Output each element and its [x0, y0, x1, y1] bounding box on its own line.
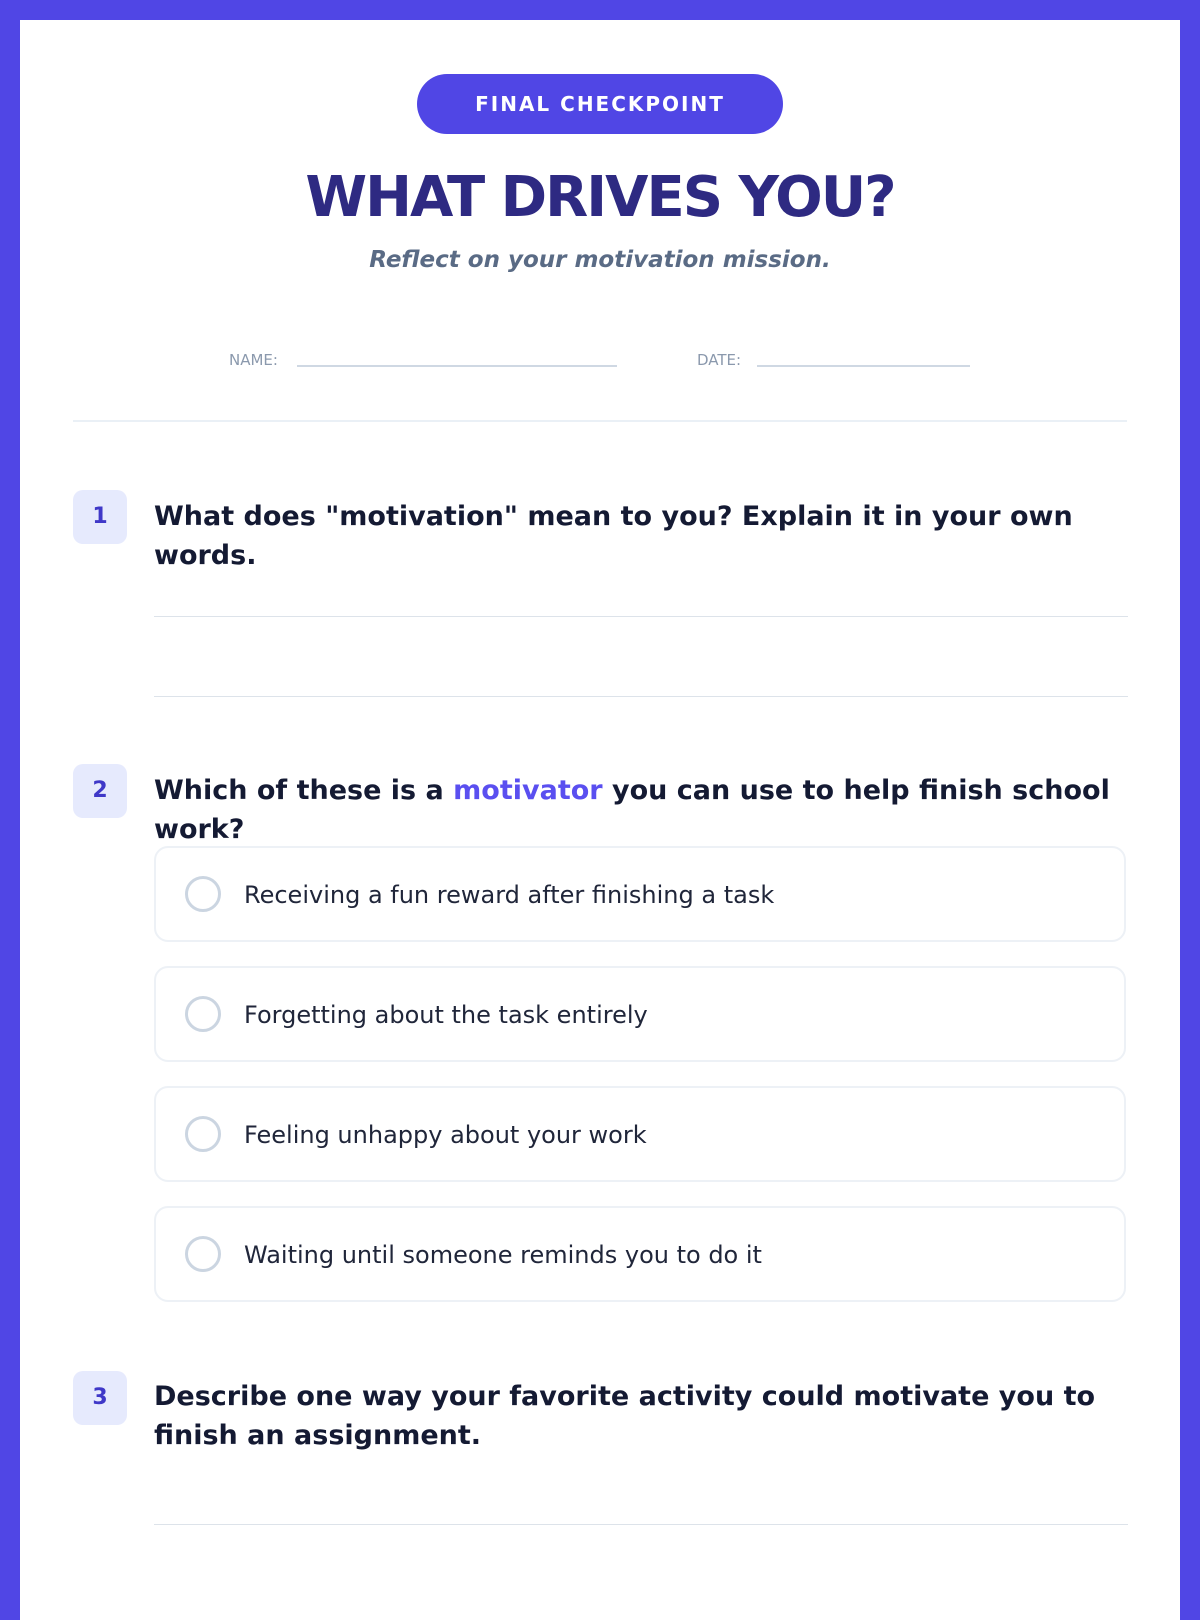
answer-option[interactable] — [154, 966, 1126, 1062]
question-number: 2 — [73, 764, 127, 818]
answer-option[interactable] — [154, 1086, 1126, 1182]
radio-button[interactable] — [185, 1236, 221, 1272]
highlighted-term: motivator — [453, 775, 603, 806]
date-label: DATE: — [697, 351, 742, 369]
name-field[interactable] — [297, 365, 617, 367]
answer-option[interactable] — [154, 1206, 1126, 1302]
option-label: Waiting until someone reminds you to do it — [244, 1241, 762, 1269]
radio-button[interactable] — [185, 996, 221, 1032]
answer-line[interactable] — [154, 1524, 1128, 1525]
answer-line[interactable] — [154, 696, 1128, 697]
option-label: Feeling unhappy about your work — [244, 1121, 647, 1149]
question-text-part: you can use to help finish school work? — [154, 775, 1110, 845]
page-subtitle: Reflect on your motivation mission. — [369, 247, 831, 273]
question-number: 1 — [73, 490, 127, 544]
radio-button[interactable] — [185, 876, 221, 912]
date-field[interactable] — [757, 365, 970, 367]
option-label: Receiving a fun reward after finishing a task — [244, 881, 775, 909]
question-text — [154, 771, 1134, 849]
answer-option[interactable] — [154, 846, 1126, 942]
name-label: NAME: — [229, 351, 278, 369]
question-text: What does "motivation" mean to you? Explain it in your own words. — [154, 501, 1073, 571]
question-number: 3 — [73, 1371, 127, 1425]
answer-line[interactable] — [154, 616, 1128, 617]
option-label: Forgetting about the task entirely — [244, 1001, 648, 1029]
header-divider — [73, 420, 1127, 422]
question-text-part: Which of these is a — [154, 775, 454, 806]
radio-button[interactable] — [185, 1116, 221, 1152]
checkpoint-badge: FINAL CHECKPOINT — [417, 74, 783, 134]
question-text: Describe one way your favorite activity could motivate you to finish an assignment. — [154, 1381, 1096, 1451]
worksheet — [20, 20, 1180, 1620]
page-title: WHAT DRIVES YOU? — [305, 165, 895, 230]
